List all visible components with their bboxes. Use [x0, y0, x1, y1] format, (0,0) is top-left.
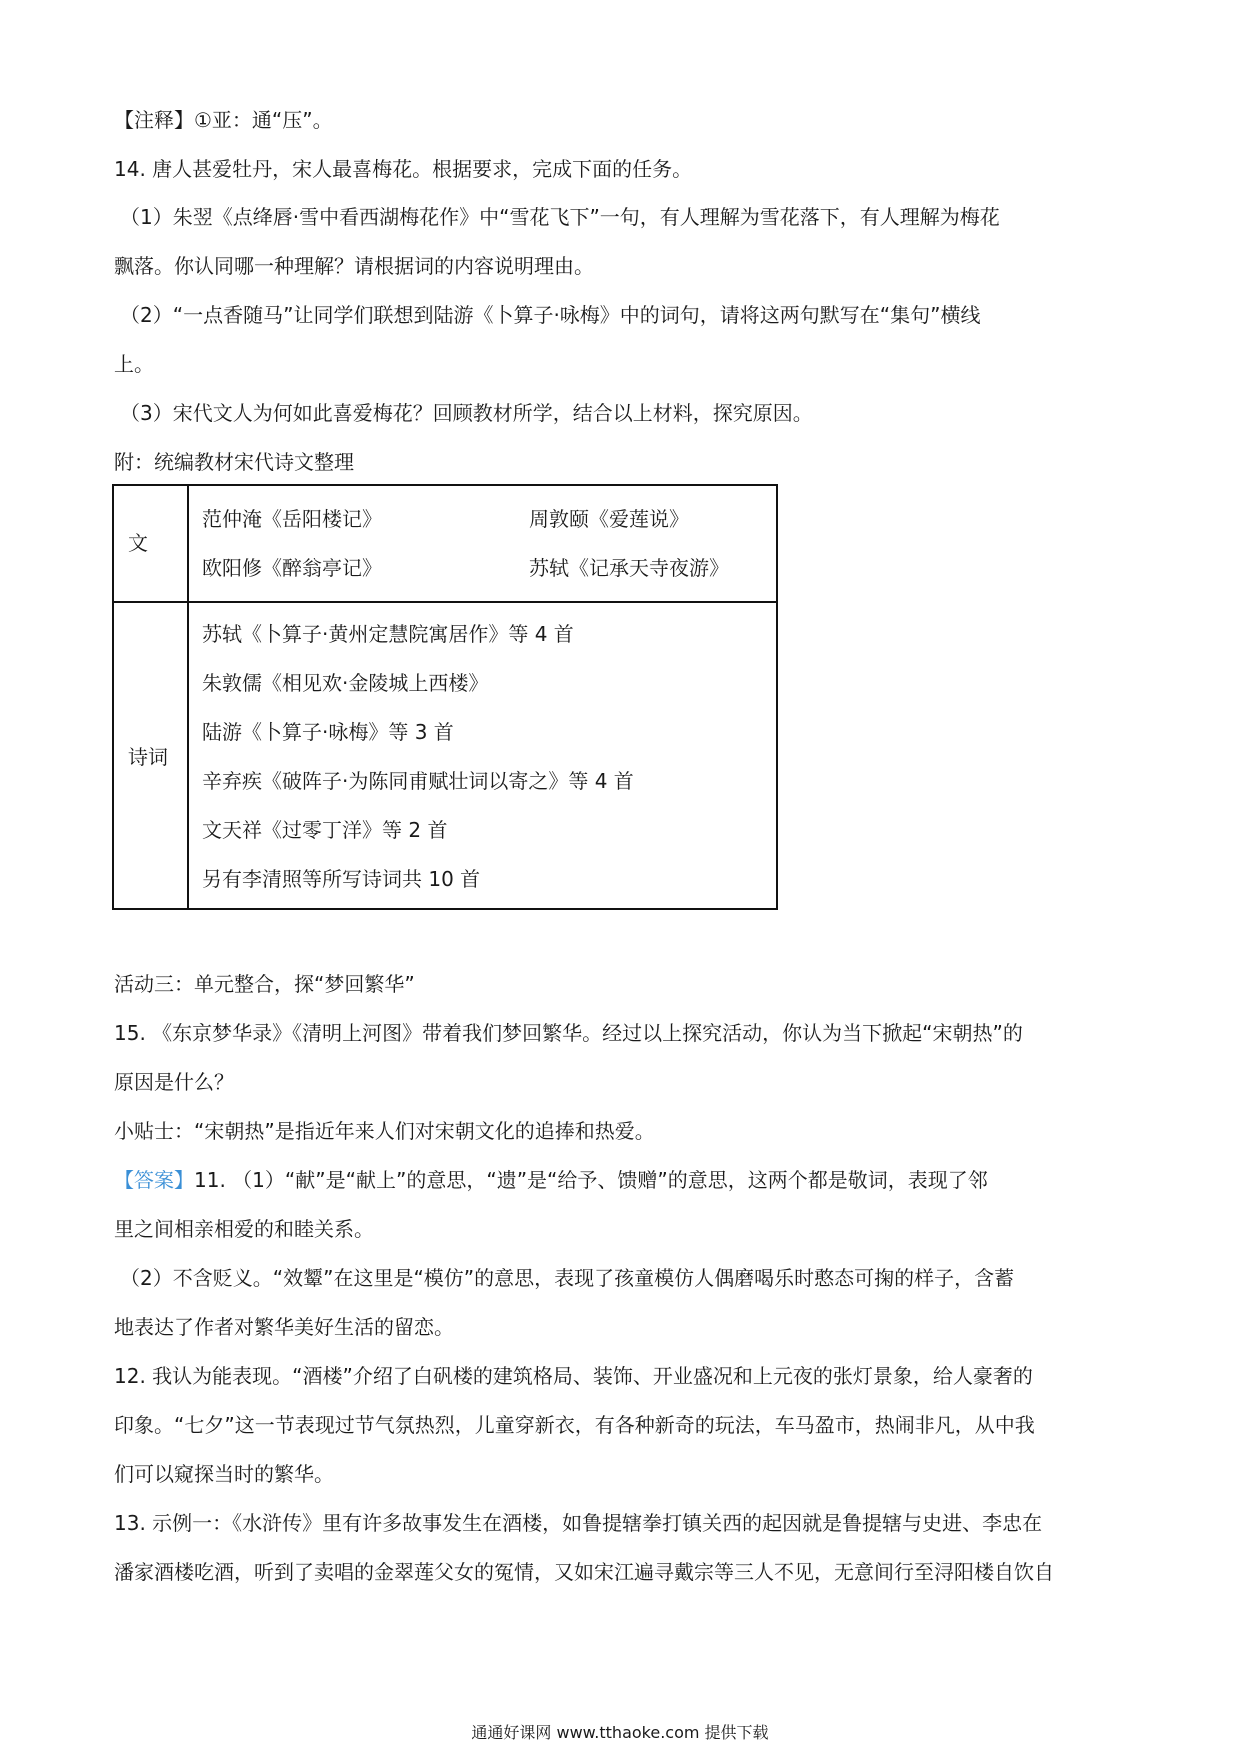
note-line: 【注释】①亚：通“压”。 — [114, 108, 333, 132]
answer-tag: 【答案】 — [114, 1168, 194, 1192]
answer-12-line-3: 们可以窥探当时的繁华。 — [114, 1462, 334, 1486]
answer-11-part-1-text: 11. （1）“献”是“献上”的意思，“遗”是“给予、馈赠”的意思，这两个都是敬词，表现了邻 — [194, 1168, 988, 1192]
answer-11-part-2-line-2: 地表达了作者对繁华美好生活的留恋。 — [114, 1315, 454, 1339]
appendix-table — [112, 484, 778, 910]
table-poetry-item: 辛弃疾《破阵子·为陈同甫赋壮词以寄之》等 4 首 — [202, 769, 634, 793]
answer-12-line-1: 12. 我认为能表现。“酒楼”介绍了白矾楼的建筑格局、装饰、开业盛况和上元夜的张灯景象，给人豪奢的 — [114, 1364, 1033, 1388]
question-15-line-1: 15. 《东京梦华录》《清明上河图》带着我们梦回繁华。经过以上探究活动，你认为当下掀起“宋朝热”的 — [114, 1021, 1023, 1045]
table-column-divider — [187, 486, 189, 908]
answer-11-line-1 — [114, 1166, 988, 1194]
question-14-part-1-line-2: 飘落。你认同哪一种理解？请根据词的内容说明理由。 — [114, 254, 594, 278]
table-poetry-item: 苏轼《卜算子·黄州定慧院寓居作》等 4 首 — [202, 622, 574, 646]
table-label-poetry: 诗词 — [128, 745, 168, 769]
table-prose-item: 苏轼《记承天寺夜游》 — [529, 556, 729, 580]
question-14-part-1-line-1: （1）朱翌《点绛唇·雪中看西湖梅花作》中“雪花飞下”一句，有人理解为雪花落下，有人理解为梅花 — [120, 205, 1000, 229]
question-14-part-2-line-1: （2）“一点香随马”让同学们联想到陆游《卜算子·咏梅》中的词句，请将这两句默写在“集句”横线 — [120, 303, 981, 327]
answer-12-line-2: 印象。“七夕”这一节表现过节气氛热烈，儿童穿新衣，有各种新奇的玩法，车马盈市，热闹非凡，从中我 — [114, 1413, 1035, 1437]
tip-line: 小贴士：“宋朝热”是指近年来人们对宋朝文化的追捧和热爱。 — [114, 1119, 655, 1143]
question-14: 14. 唐人甚爱牡丹，宋人最喜梅花。根据要求，完成下面的任务。 — [114, 157, 693, 181]
question-15-line-2: 原因是什么？ — [114, 1070, 234, 1094]
footer-watermark: 通通好课网 www.tthaoke.com 提供下载 — [471, 1723, 769, 1742]
table-poetry-item: 陆游《卜算子·咏梅》等 3 首 — [202, 720, 454, 744]
answer-11-line-2: 里之间相亲相爱的和睦关系。 — [114, 1217, 374, 1241]
table-prose-item: 欧阳修《醉翁亭记》 — [202, 556, 382, 580]
table-row-divider — [114, 601, 776, 603]
table-label-prose: 文 — [128, 531, 148, 555]
table-poetry-item: 文天祥《过零丁洋》等 2 首 — [202, 818, 448, 842]
appendix-title: 附：统编教材宋代诗文整理 — [114, 450, 354, 474]
answer-11-part-2-line-1: （2）不含贬义。“效颦”在这里是“模仿”的意思，表现了孩童模仿人偶磨喝乐时憨态可掬的样子，含蓄 — [120, 1266, 1015, 1290]
question-14-part-3: （3）宋代文人为何如此喜爱梅花？回顾教材所学，结合以上材料，探究原因。 — [120, 401, 813, 425]
table-prose-item: 范仲淹《岳阳楼记》 — [202, 507, 382, 531]
answer-13-line-1: 13. 示例一：《水浒传》里有许多故事发生在酒楼，如鲁提辖拳打镇关西的起因就是鲁提辖与史进、李忠在 — [114, 1511, 1043, 1535]
question-14-part-2-line-2: 上。 — [114, 352, 154, 376]
table-poetry-item: 另有李清照等所写诗词共 10 首 — [202, 867, 481, 891]
activity-3-heading: 活动三：单元整合，探“梦回繁华” — [114, 972, 415, 996]
answer-13-line-2: 潘家酒楼吃酒，听到了卖唱的金翠莲父女的冤情，又如宋江遍寻戴宗等三人不见，无意间行至浔阳楼自饮自 — [114, 1560, 1054, 1584]
table-poetry-item: 朱敦儒《相见欢·金陵城上西楼》 — [202, 671, 489, 695]
table-prose-item: 周敦颐《爱莲说》 — [529, 507, 689, 531]
